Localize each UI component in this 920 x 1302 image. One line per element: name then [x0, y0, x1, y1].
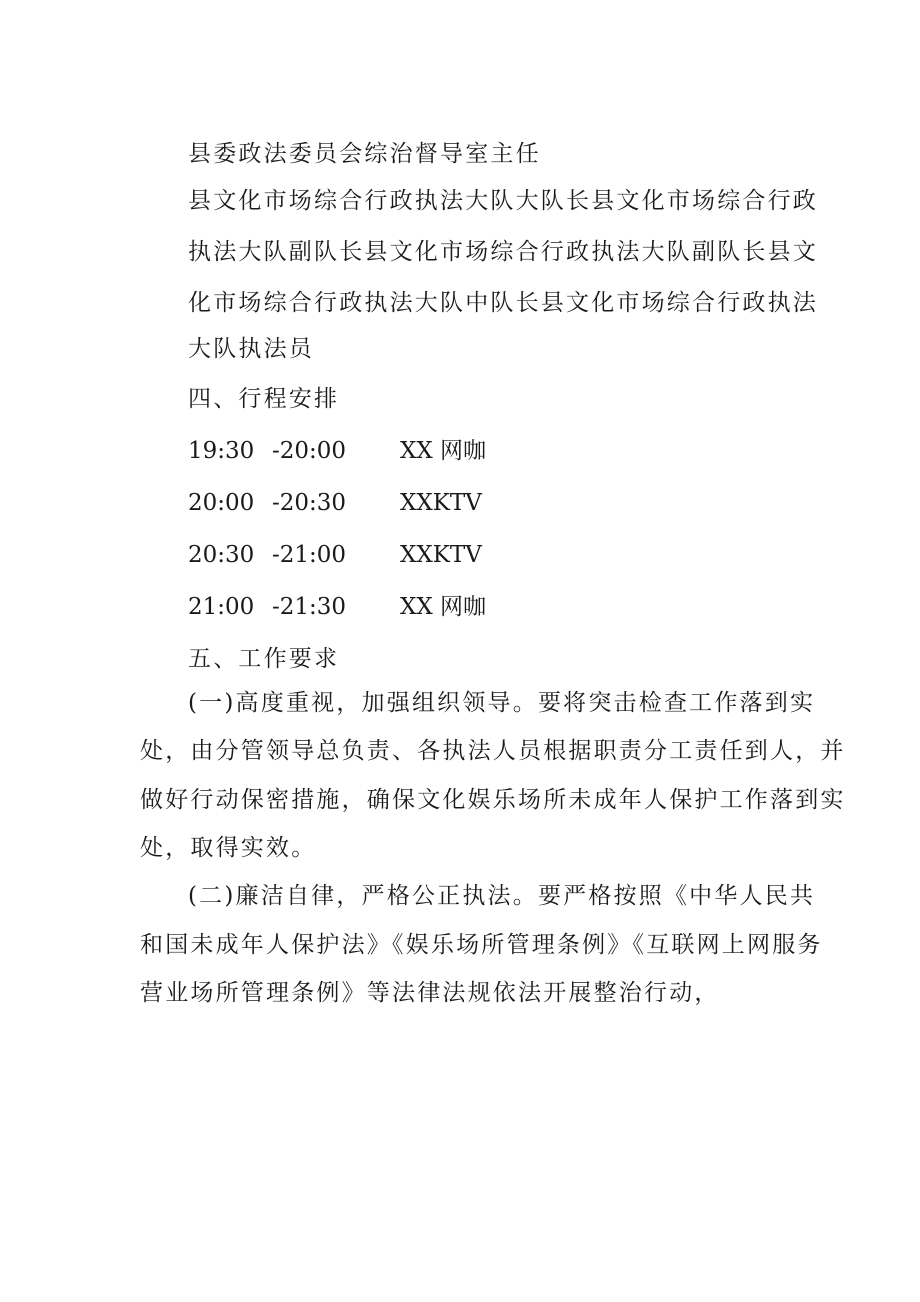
schedule-start-time: 20:30 — [188, 542, 255, 568]
paragraph-line: 做好行动保密措施，确保文化娱乐场所未成年人保护工作落到实 — [140, 787, 846, 813]
schedule-end-time: -21:00 — [272, 542, 347, 568]
paragraph-line: (一)高度重视，加强组织领导。要将突击检查工作落到实 — [188, 690, 816, 716]
section-heading-requirements: 五、工作要求 — [188, 646, 340, 672]
schedule-place: XXKTV — [400, 490, 482, 516]
schedule-start-time: 20:00 — [188, 490, 255, 516]
schedule-start-time: 19:30 — [188, 438, 255, 464]
schedule-place: XXKTV — [400, 542, 482, 568]
schedule-start-time: 21:00 — [188, 594, 255, 620]
paragraph-line: 处，取得实效。 — [140, 835, 317, 861]
personnel-line: 大队执法员 — [188, 336, 314, 362]
personnel-line: 执法大队副队长县文化市场综合行政执法大队副队长县文 — [188, 239, 818, 265]
section-heading-schedule: 四、行程安排 — [188, 386, 340, 412]
paragraph-line: 和国未成年人保护法》《娱乐场所管理条例》《互联网上网服务 — [140, 932, 823, 958]
schedule-place: XX 网咖 — [400, 594, 487, 620]
personnel-line: 县委政法委员会综治督导室主任 — [188, 141, 541, 167]
personnel-line: 县文化市场综合行政执法大队大队长县文化市场综合行政 — [188, 188, 818, 214]
schedule-end-time: -21:30 — [272, 594, 347, 620]
personnel-line: 化市场综合行政执法大队中队长县文化市场综合行政执法 — [188, 290, 818, 316]
schedule-end-time: -20:00 — [272, 438, 347, 464]
paragraph-line: (二)廉洁自律，严格公正执法。要严格按照《中华人民共 — [188, 883, 816, 909]
paragraph-line: 营业场所管理条例》等法律法规依法开展整治行动， — [140, 980, 720, 1006]
schedule-place: XX 网咖 — [400, 438, 487, 464]
schedule-end-time: -20:30 — [272, 490, 347, 516]
paragraph-line: 处，由分管领导总负责、各执法人员根据职责分工责任到人，并 — [140, 738, 846, 764]
